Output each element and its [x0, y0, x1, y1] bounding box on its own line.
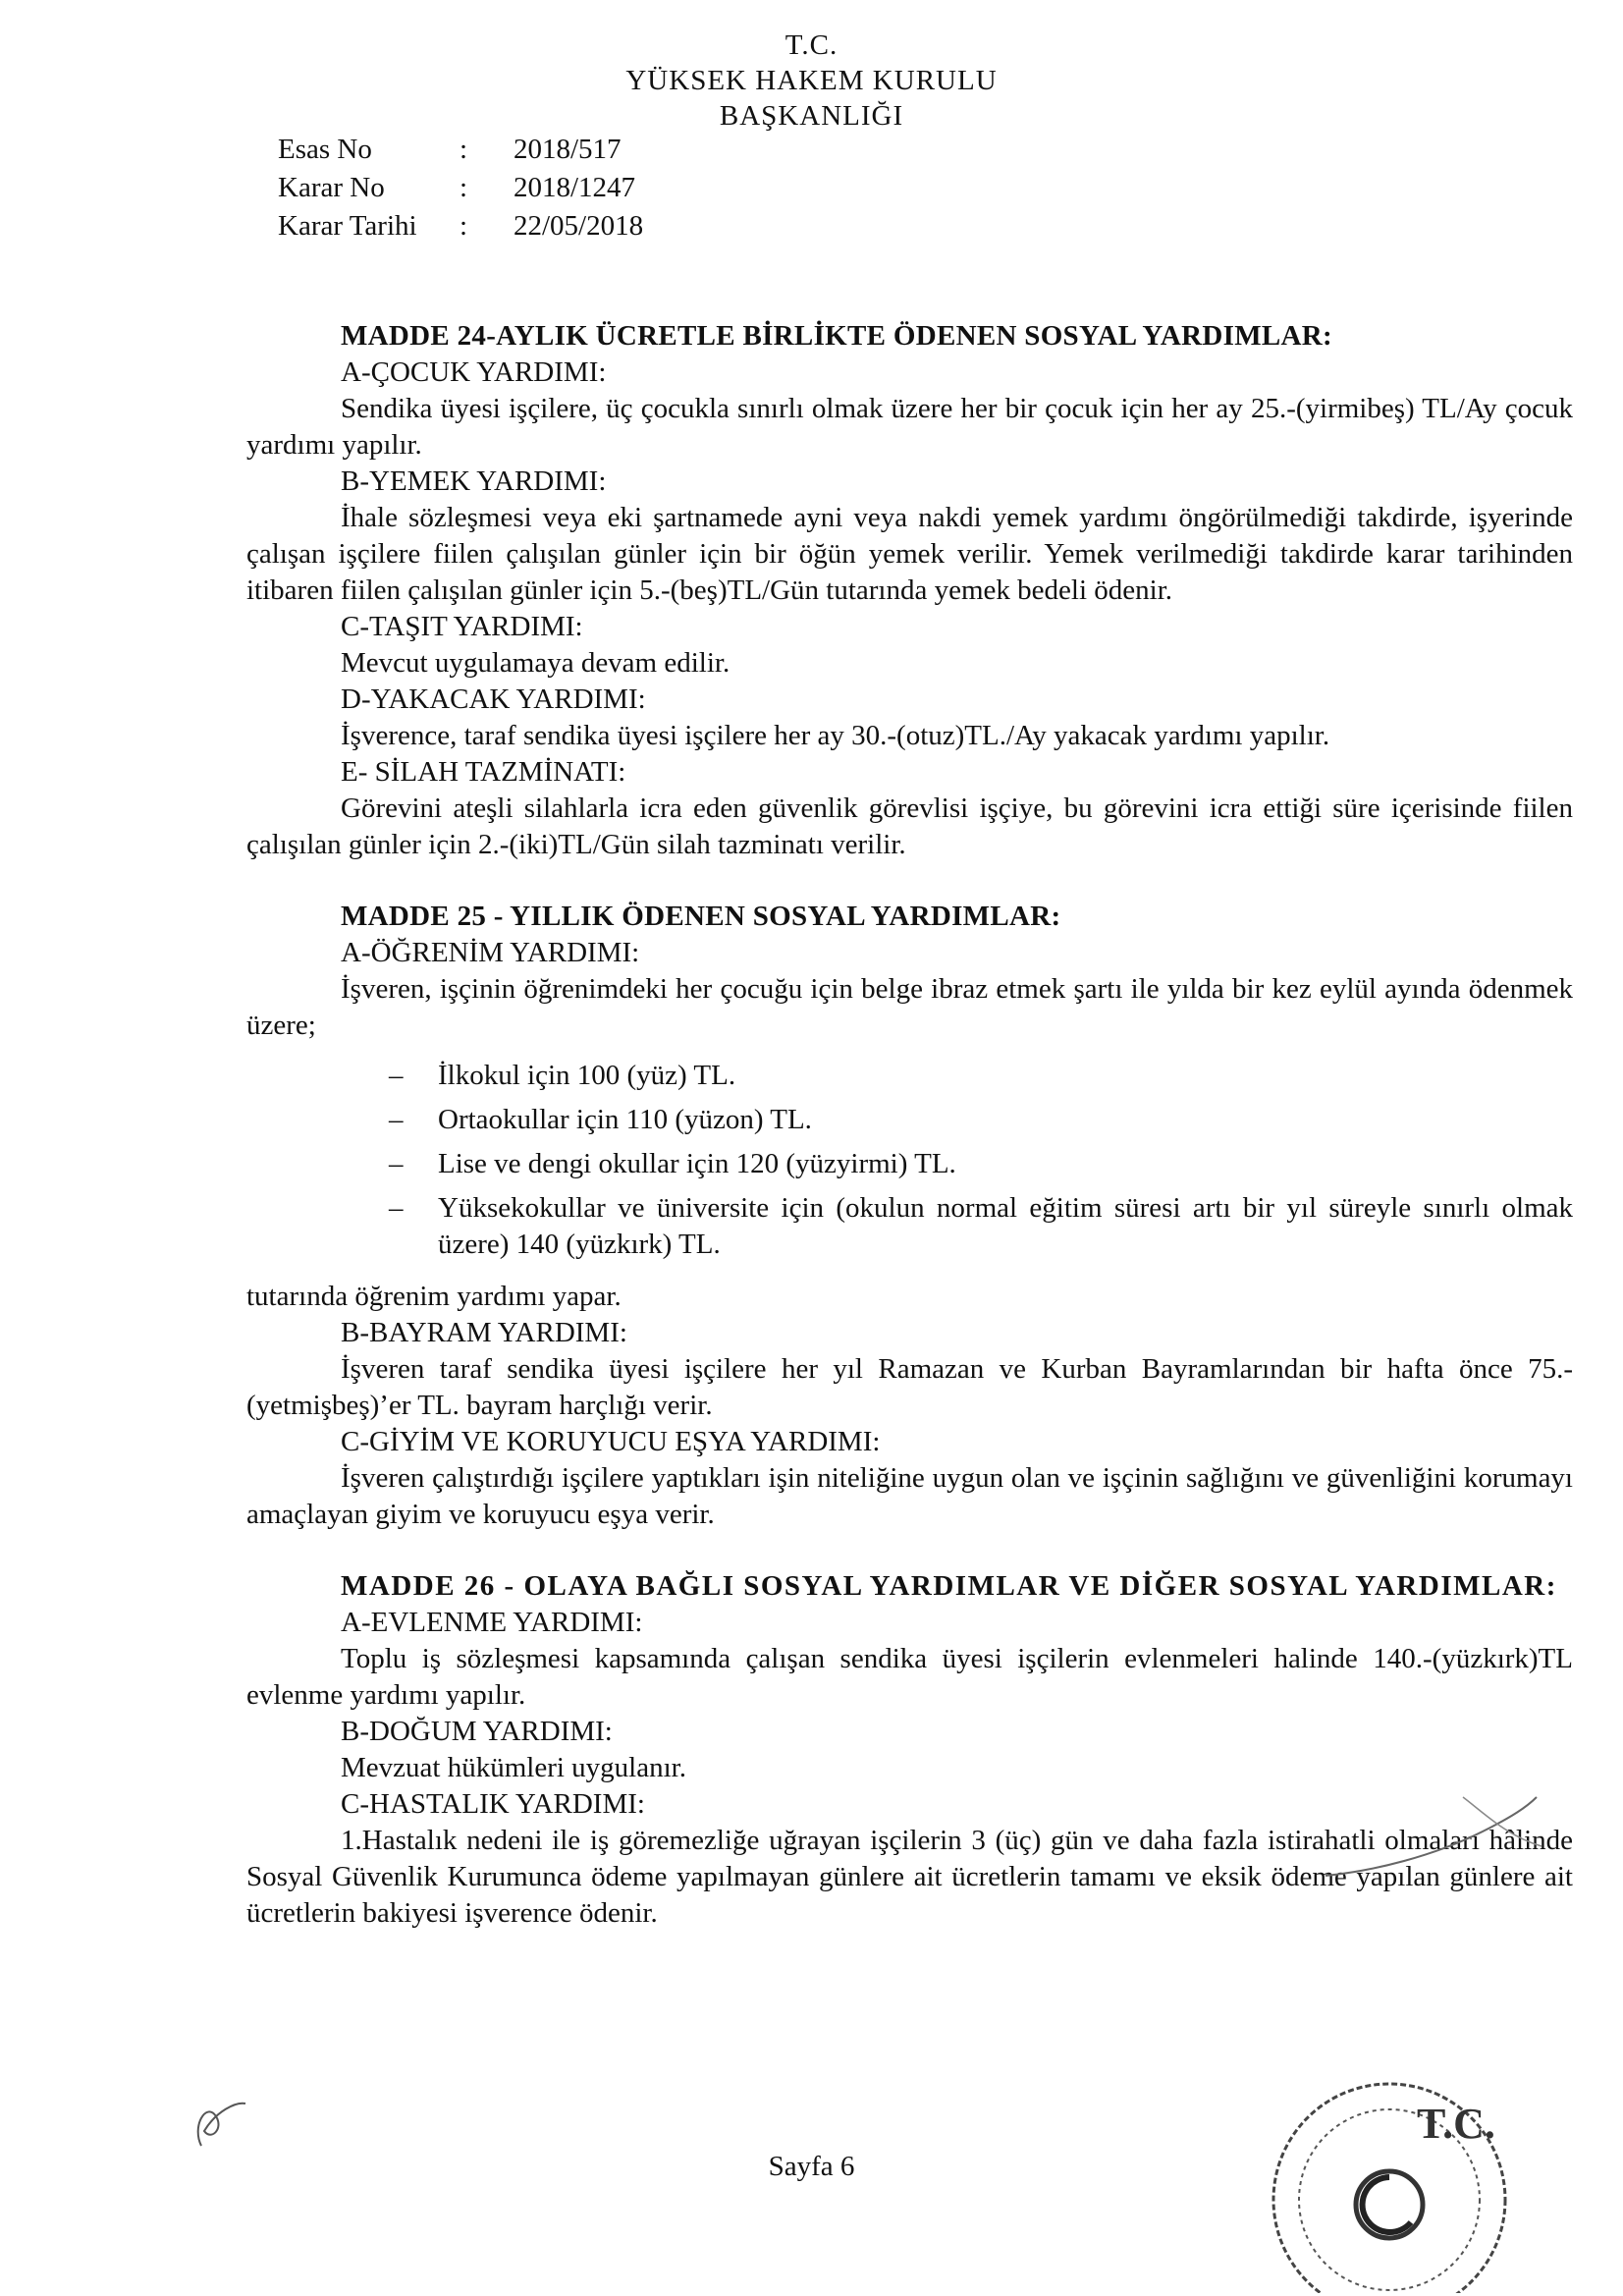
madde-25-c-text: İşveren çalıştırdığı işçilere yaptıkları işin niteliğine uygun olan ve işçinin sağlığını ve güvenliğini korumayı amaçlayan giyim ve koruyucu eşya verir.	[246, 1462, 1573, 1530]
meta-karar	[278, 169, 643, 207]
meta-label: Karar No	[278, 172, 385, 203]
madde-24-c-title: C-TAŞIT YARDIMI:	[341, 611, 583, 642]
document-body	[246, 318, 1573, 1932]
meta-esas	[278, 131, 643, 169]
meta-colon: :	[460, 210, 468, 242]
list-item: – İlkokul için 100 (yüz) TL.	[389, 1058, 1573, 1094]
spacer	[246, 863, 1573, 899]
madde-26-a-text: Toplu iş sözleşmesi kapsamında çalışan sendika üyesi işçilerin evlenmeleri halinde 140.-(yüzkırk)TL evlenme yardımı yapılır.	[246, 1643, 1573, 1711]
meta-label: Karar Tarihi	[278, 210, 417, 242]
madde-24-a-title: A-ÇOCUK YARDIMI:	[341, 356, 607, 388]
meta-colon: :	[460, 134, 468, 165]
meta-colon: :	[460, 172, 468, 203]
list-item: – Ortaokullar için 110 (yüzon) TL.	[389, 1102, 1573, 1138]
madde-25-b-title: B-BAYRAM YARDIMI:	[341, 1317, 627, 1348]
page-number: Sayfa 6	[768, 2151, 855, 2182]
madde-24-b-title: B-YEMEK YARDIMI:	[341, 465, 607, 497]
seal-text: T.C.	[1417, 2100, 1495, 2148]
madde-26-title: MADDE 26 - OLAYA BAĞLI SOSYAL YARDIMLAR VE DİĞER SOSYAL YARDIMLAR:	[341, 1570, 1557, 1602]
meta-tarih	[278, 207, 643, 246]
madde-26-b-title: B-DOĞUM YARDIMI:	[341, 1716, 613, 1747]
madde-24-a-text: Sendika üyesi işçilere, üç çocukla sınırlı olmak üzere her bir çocuk için her ay 25.-(yirmibeş) TL/Ay çocuk yardımı yapılır.	[246, 393, 1573, 461]
madde-24-d-title: D-YAKACAK YARDIMI:	[341, 683, 646, 715]
madde-26-c-text: 1.Hastalık nedeni ile iş göremezliğe uğrayan işçilerin 3 (üç) gün ve daha fazla istirahatli olmaları hâlinde Sosyal Güvenlik Kurumunca ödeme yapılmayan günlere ait ücretlerin tamamı ve eksik ödeme yapılan günlere ait ücretlerin bakiyesi işverence ödenir.	[246, 1825, 1573, 1929]
madde-26-a-title: A-EVLENME YARDIMI:	[341, 1607, 643, 1638]
madde-25-a-after: tutarında öğrenim yardımı yapar.	[246, 1281, 622, 1312]
initials-mark	[187, 2092, 255, 2160]
madde-24-title: MADDE 24-AYLIK ÜCRETLE BİRLİKTE ÖDENEN SOSYAL YARDIMLAR:	[341, 320, 1332, 352]
madde-24-b-text: İhale sözleşmesi veya eki şartnamede ayni veya nakdi yemek yardımı öngörülmediği takdirde, işyerinde çalışan işçilere fiilen çalışılan günler için bir öğün yemek verilir. Yemek verilmediği takdirde karar tarihinden itibaren fiilen çalışılan günler için 5.-(beş)TL/Gün tutarında yemek bedeli ödenir.	[246, 502, 1573, 606]
madde-25-title: MADDE 25 - YILLIK ÖDENEN SOSYAL YARDIMLAR:	[341, 901, 1061, 932]
madde-24-c-text: Mevcut uygulamaya devam edilir.	[341, 647, 730, 679]
madde-25-a-text: İşveren, işçinin öğrenimdeki her çocuğu için belge ibraz etmek şartı ile yılda bir kez eylül ayında ödenmek üzere;	[246, 973, 1573, 1041]
meta-label: Esas No	[278, 134, 372, 165]
official-seal	[1242, 2067, 1527, 2293]
madde-25-b-text: İşveren taraf sendika üyesi işçilere her yıl Ramazan ve Kurban Bayramlarından bir hafta önce 75.-(yetmişbeş)’er TL. bayram harçlığı verir.	[246, 1353, 1573, 1421]
education-aid-list	[246, 1058, 1573, 1263]
list-item: – Yüksekokullar ve üniversite için (okulun normal eğitim süresi artı bir yıl süreyle sınırlı olmak üzere) 140 (yüzkırk) TL.	[389, 1190, 1573, 1263]
madde-26-b-text: Mevzuat hükümleri uygulanır.	[341, 1752, 686, 1783]
madde-26-c-title: C-HASTALIK YARDIMI:	[341, 1788, 645, 1820]
meta-value: 22/05/2018	[514, 210, 644, 242]
madde-24-e-text: Görevini ateşli silahlarla icra eden güvenlik görevlisi işçiye, bu görevini icra ettiği süre içerisinde fiilen çalışılan günler için 2.-(iki)TL/Gün silah tazminatı verilir.	[246, 793, 1573, 860]
case-metadata	[278, 131, 643, 246]
meta-value: 2018/517	[514, 134, 622, 165]
signature-mark	[1316, 1777, 1551, 1895]
header-presidency: BAŞKANLIĞI	[719, 100, 904, 132]
header-institution: YÜKSEK HAKEM KURULU	[625, 65, 998, 96]
meta-value: 2018/1247	[514, 172, 636, 203]
spacer	[246, 1533, 1573, 1568]
madde-24-e-title: E- SİLAH TAZMİNATI:	[341, 756, 626, 788]
madde-24-d-text: İşverence, taraf sendika üyesi işçilere her ay 30.-(otuz)TL./Ay yakacak yardımı yapılır.	[341, 720, 1330, 751]
madde-25-a-title: A-ÖĞRENİM YARDIMI:	[341, 937, 640, 968]
madde-25-c-title: C-GİYİM VE KORUYUCU EŞYA YARDIMI:	[341, 1426, 881, 1457]
list-item: – Lise ve dengi okullar için 120 (yüzyirmi) TL.	[389, 1146, 1573, 1182]
header-tc: T.C.	[784, 29, 839, 61]
